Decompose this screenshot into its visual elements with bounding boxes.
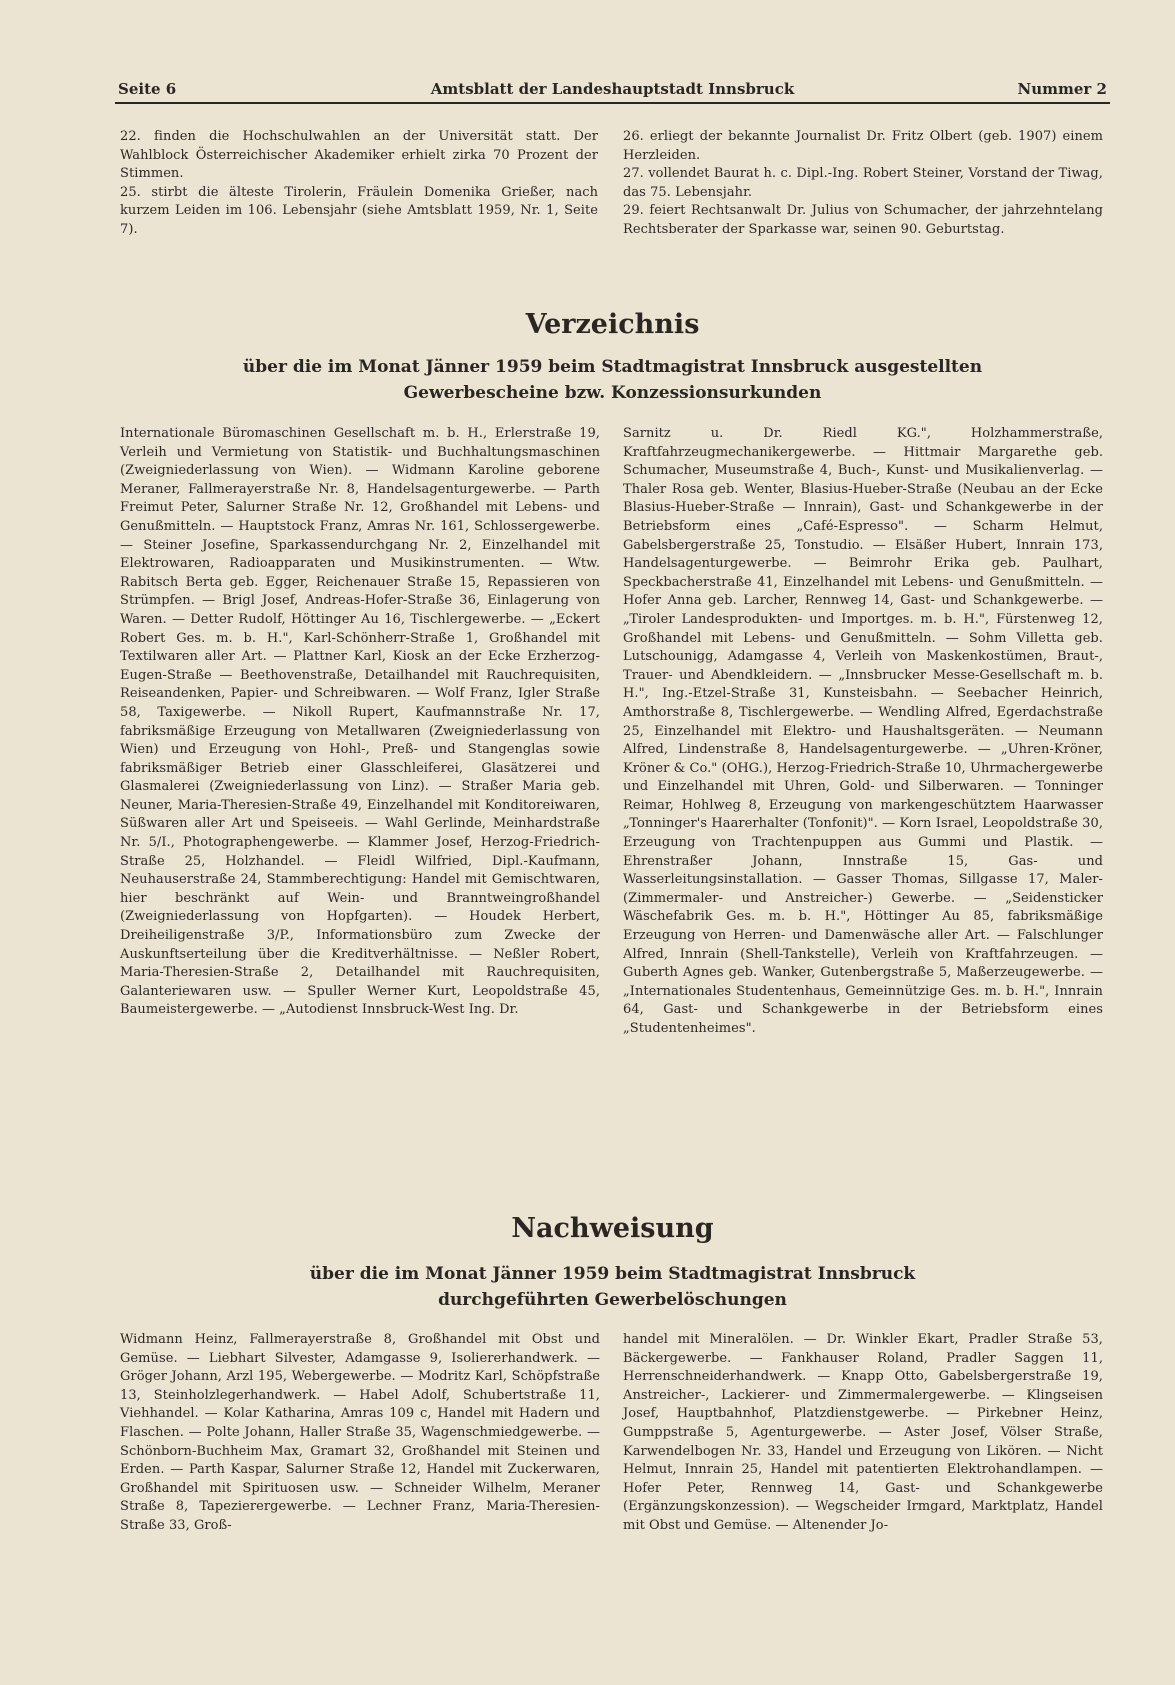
issue-number: Nummer 2 (1017, 80, 1107, 98)
section-subtitle: über die im Monat Jänner 1959 beim Stadtmagistrat Innsbruck ausgestellten (242, 357, 983, 377)
publication-title: Amtsblatt der Landeshauptstadt Innsbruck (430, 80, 795, 98)
section-subtitle: Gewerbescheine bzw. Konzessionsurkunden (403, 383, 822, 403)
section-subtitle: durchgeführten Gewerbelöschungen (438, 1290, 787, 1310)
event-entry: 25. stirbt die älteste Tirolerin, Fräulein Domenika Grießer, nach kurzem Leiden im 106. Lebensjahr (siehe Amtsblatt 1959, Nr. 1, Seite 7). (120, 184, 598, 237)
event-entry: 29. feiert Rechtsanwalt Dr. Julius von Schumacher, der jahrzehntelang Rechtsberater der Sparkasse war, seinen 90. Geburtstag. (623, 203, 1103, 237)
event-entry: 26. erliegt der bekannte Journalist Dr. Fritz Olbert (geb. 1907) einem Herzleiden. (623, 129, 1103, 163)
deletion-list-left (120, 1331, 600, 1536)
event-entry: 27. vollendet Baurat h. c. Dipl.-Ing. Robert Steiner, Vorstand der Tiwag, das 75. Lebensjahr. (623, 166, 1103, 200)
event-entry: 22. finden die Hochschulwahlen an der Universität statt. Der Wahlblock Österreichischer Akademiker erhielt zirka 70 Prozent der Stimmen. (120, 129, 598, 182)
deletion-list-right (623, 1331, 1103, 1536)
page-header (115, 78, 1110, 104)
events-right-column (623, 128, 1103, 240)
section-subtitle: über die im Monat Jänner 1959 beim Stadtmagistrat Innsbruck (309, 1264, 916, 1284)
license-text: Sarnitz u. Dr. Riedl KG.", Holzhammerstraße, Kraftfahrzeugmechanikergewerbe. — Hittmair Margarethe geb. Schumacher, Museumstraße 4, Buch-, Kunst- und Musikalienverlag. — Thaler Rosa geb. Wenter, Blasius-Hueber-Straße (Neubau an der Ecke Blasius-Hueber-Straße — Innrain), Gast- und Schankgewerbe in der Betriebsform eines „Café-Espresso". — Scharm Helmut, Gabelsbergerstraße 25, Tonstudio. — Elsäßer Hubert, Innrain 173, Handelsagenturgewerbe. — Beimrohr Erika geb. Paulhart, Speckbacherstraße 41, Einzelhandel mit Lebens- und Genußmitteln. — Hofer Anna geb. Larcher, Rennweg 14, Gast- und Schankgewerbe. — „Tiroler Landesprodukten- und Importges. m. b. H.", Fürstenweg 12, Großhandel mit Lebens- und Genußmitteln. — Sohm Villetta geb. Lutschounigg, Adamgasse 4, Verleih von Maskenkostümen, Braut-, Trauer- und Abendkleidern. — „Innsbrucker Messe-Gesellschaft m. b. H.", Ing.-Etzel-Straße 31, Kunsteisbahn. — Seebacher Heinrich, Amthorstraße 8, Tischlergewerbe. — Wendling Alfred, Egerdachstraße 25, Einzelhandel mit Elektro- und Haushaltsgeräten. — Neumann Alfred, Lindenstraße 8, Handelsagenturgewerbe. — „Uhren-Kröner, Kröner & Co." (OHG.), Herzog-Friedrich-Straße 10, Uhrmachergewerbe und Einzelhandel mit Uhren, Gold- und Silberwaren. — Tonninger Reimar, Hohlweg 8, Erzeugung von markengeschütztem Haarwasser „Tonninger's Haarerhalter (Tonfonit)". — Korn Israel, Leopoldstraße 30, Erzeugung von Trachtenpuppen aus Gummi und Plastik. — Ehrenstraßer Johann, Innstraße 15, Gas- und Wasserleitungsinstallation. — Gasser Thomas, Sillgasse 17, Maler- (Zimmermaler- und Anstreicher-) Gewerbe. — „Seidensticker Wäschefabrik Ges. m. b. H.", Höttinger Au 85, fabriksmäßige Erzeugung von Herren- und Damenwäsche aller Art. — Falschlunger Alfred, Innrain (Shell-Tankstelle), Verleih von Kraftfahrzeugen. — Guberth Agnes geb. Wanker, Gutenbergstraße 5, Maßerzeugewerbe. — „Internationales Studentenhaus, Gemeinnützige Ges. m. b. H.", Innrain 64, Gast- und Schankgewerbe in der Betriebsform eines „Studentenheimes". (623, 426, 1103, 1036)
license-text: Internationale Büromaschinen Gesellschaft m. b. H., Erlerstraße 19, Verleih und Vermietung von Statistik- und Buchhaltungsmaschinen (Zweigniederlassung von Wien). — Widmann Karoline geborene Meraner, Fallmerayerstraße Nr. 8, Handelsagenturgewerbe. — Parth Freimut Peter, Salurner Straße Nr. 12, Großhandel mit Lebens- und Genußmitteln. — Hauptstock Franz, Amras Nr. 161, Schlossergewerbe. — Steiner Josefine, Sparkassendurchgang Nr. 2, Einzelhandel mit Elektrowaren, Radioapparaten und Musikinstrumenten. — Wtw. Rabitsch Berta geb. Egger, Reichenauer Straße 15, Repassieren von Strümpfen. — Brigl Josef, Andreas-Hofer-Straße 36, Einlagerung von Waren. — Detter Rudolf, Höttinger Au 16, Tischlergewerbe. — „Eckert Robert Ges. m. b. H.", Karl-Schönherr-Straße 1, Großhandel mit Textilwaren aller Art. — Plattner Karl, Kiosk an der Ecke Erzherzog-Eugen-Straße — Beethovenstraße, Detailhandel mit Rauchrequisiten, Reiseandenken, Papier- und Schreibwaren. — Wolf Franz, Igler Straße 58, Taxigewerbe. — Nikoll Rupert, Kaufmannstraße Nr. 17, fabriksmäßige Erzeugung von Metallwaren (Zweigniederlassung von Wien) und Erzeugung von Hohl-, Preß- und Stangenglas sowie fabriksmäßiger Betrieb einer Glasschleiferei, Glasätzerei und Glasmalerei (Zweigniederlassung von Linz). — Straßer Maria geb. Neuner, Maria-Theresien-Straße 49, Einzelhandel mit Konditoreiwaren, Süßwaren aller Art und Speiseeis. — Wahl Gerlinde, Meinhardstraße Nr. 5/I., Photographengewerbe. — Klammer Josef, Herzog-Friedrich-Straße 25, Holzhandel. — Fleidl Wilfried, Dipl.-Kaufmann, Neuhauserstraße 24, Stammberechtigung: Handel mit Gemischtwaren, hier beschränkt auf Wein- und Branntweingroßhandel (Zweigniederlassung von Hopfgarten). — Houdek Herbert, Dreiheiligenstraße 3/P., Informationsbüro zum Zwecke der Auskunftserteilung über die Kreditverhältnisse. — Neßler Robert, Maria-Theresien-Straße 2, Detailhandel mit Rauchrequisiten, Galanteriewaren usw. — Spuller Werner Kurt, Leopoldstraße 45, Baumeistergewerbe. — „Autodienst Innsbruck-West Ing. Dr. (120, 426, 600, 1018)
section-title-verzeichnis: Verzeichnis (525, 309, 700, 340)
license-list-left (120, 425, 600, 1020)
events-left-column (120, 128, 598, 240)
license-list-right (623, 425, 1103, 1039)
page-number: Seite 6 (118, 80, 177, 98)
deletion-text: handel mit Mineralölen. — Dr. Winkler Ekart, Pradler Straße 53, Bäckergewerbe. — Fankhauser Roland, Pradler Saggen 11, Herrenschneiderhandwerk. — Knapp Otto, Gabelsbergerstraße 19, Anstreicher-, Lackierer- und Zimmermalergewerbe. — Klingseisen Josef, Hauptbahnhof, Platzdienstgewerbe. — Pirkebner Heinz, Gumppstraße 5, Agenturgewerbe. — Aster Josef, Völser Straße, Karwendelbogen Nr. 33, Handel und Erzeugung von Likören. — Nicht Helmut, Innrain 25, Handel mit patentierten Elektrohandlampen. — Hofer Peter, Rennweg 14, Gast- und Schankgewerbe (Ergänzungskonzession). — Wegscheider Irmgard, Marktplatz, Handel mit Obst und Gemüse. — Altenender Jo- (623, 1332, 1103, 1533)
deletion-text: Widmann Heinz, Fallmerayerstraße 8, Großhandel mit Obst und Gemüse. — Liebhart Silvester, Adamgasse 9, Isoliererhandwerk. — Gröger Johann, Arzl 195, Webergewerbe. — Modritz Karl, Schöpfstraße 13, Steinholzlegerhandwerk. — Habel Adolf, Schubertstraße 11, Viehhandel. — Kolar Katharina, Amras 109 c, Handel mit Hadern und Flaschen. — Polte Johann, Haller Straße 35, Wagenschmiedgewerbe. — Schönborn-Buchheim Max, Gramart 32, Großhandel mit Steinen und Erden. — Parth Kaspar, Salurner Straße 12, Handel mit Zuckerwaren, Großhandel mit Spirituosen usw. — Schneider Wilhelm, Meraner Straße 8, Tapezierergewerbe. — Lechner Franz, Maria-Theresien-Straße 33, Groß- (120, 1332, 600, 1533)
section-title-nachweisung: Nachweisung (511, 1213, 714, 1244)
